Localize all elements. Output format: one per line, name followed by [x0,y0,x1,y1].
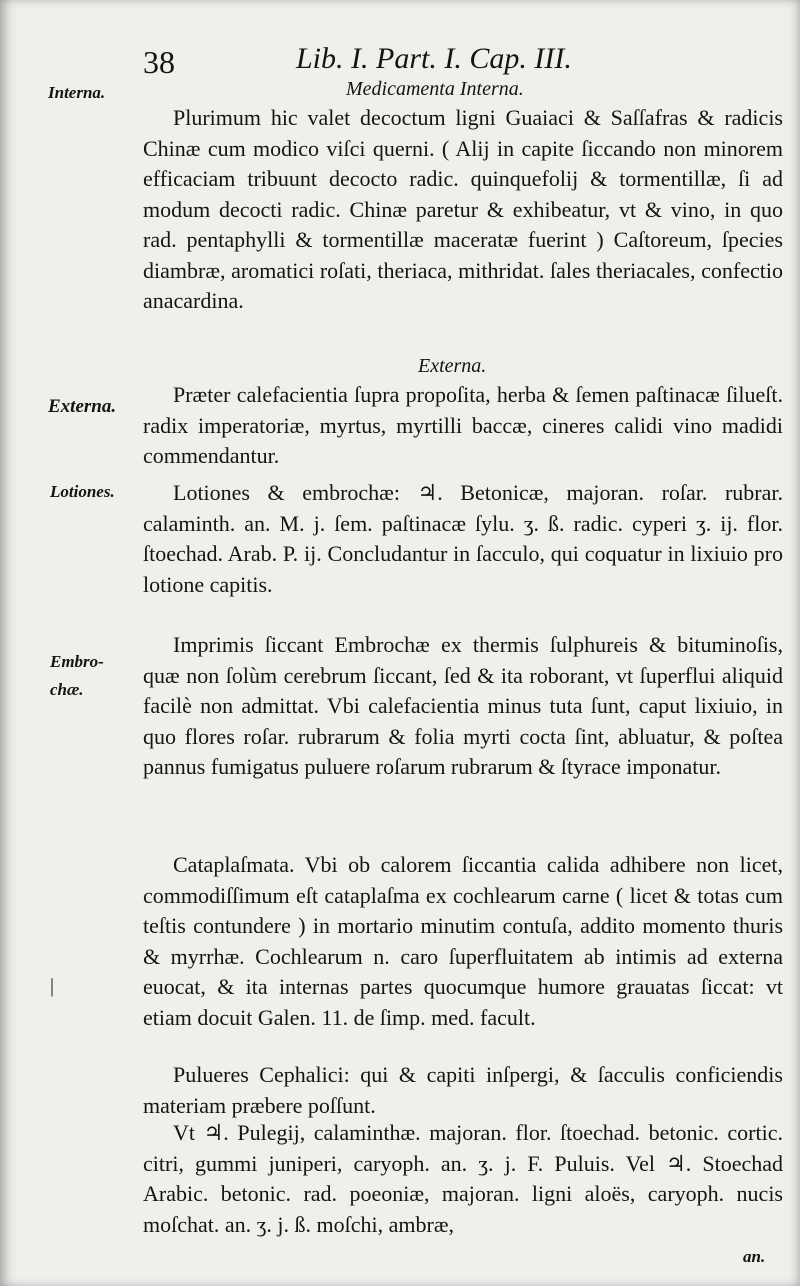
page-number: 38 [143,44,175,80]
paragraph-cataplasmata: Cataplaſmata. Vbi ob calorem ſiccantia calida adhibere non licet, commodiſſimum eſt cataplaſma ex cochlearum carne ( licet & totas cum teſtis contundere ) in mortario minutim contuſa, addito momento thuris & myrrhæ. Cochlearum n. caro ſuperfluitatem ab intimis ad externa euocat, & ita internas partes quocumque humore grauatas ſiccat: vt etiam docuit Galen. 11. de ſimp. med. facult. [143,852,783,1030]
catchword: an. [743,1247,766,1266]
running-title: Lib. I. Part. I. Cap. III. [296,42,572,75]
paragraph-recipes: Vt ♃. Pulegij, calaminthæ. majoran. flor. ſtoechad. betonic. cortic. citri, gummi juniperi, caryoph. an. ʒ. j. F. Puluis. Vel ♃. Stoechad Arabic. betonic. rad. poeoniæ, majoran. ligni aloës, caryoph. nucis moſchat. an. ʒ. j. ß. moſchi, ambræ, [143,1120,783,1237]
heading-externa: Externa. [418,355,487,377]
paragraph-interna: Plurimum hic valet decoctum ligni Guaiaci & Saſſafras & radicis Chinæ cum modico viſci querni. ( Alij in capite ſiccando non minorem efficaciam tribuunt decocto radic. quinquefolij & tormentillæ, ſi ad modum decocti radic. Chinæ paretur & exhibeatur, vt & vino, in quo rad. pentaphylli & tormentillæ maceratæ fuerint ) Caſtoreum, ſpecies diambræ, aromatici roſati, theriaca, mithridat. ſales theriacales, confectio anacardina. [143,105,783,313]
margin-note-embrochae: Embro- chæ. [50,652,104,699]
paragraph-lotiones: Lotiones & embrochæ: ♃. Betonicæ, majoran. roſar. rubrar. calaminth. an. M. j. ſem. paſtinacæ ſylu. ʒ. ß. radic. cyperi ʒ. ij. flor. ſtoechad. Arab. P. ij. Concludantur in ſacculo, qui coquatur in lixiuio pro lotione capitis. [143,480,783,597]
paragraph-externa: Præter calefacientia ſupra propoſita, herba & ſemen paſtinacæ ſilueſt. radix imperatoriæ, myrtus, myrtilli baccæ, cineres calidi vino madidi commendantur. [143,382,783,468]
margin-note-externa: Externa. [48,396,117,417]
margin-mark: | [50,975,55,997]
paragraph-embrochae: Imprimis ſiccant Embrochæ ex thermis ſulphureis & bituminoſis, quæ non ſolùm cerebrum ſiccant, ſed & ita roborant, vt ſuperflui aliquid facilè non admittat. Vbi calefacientia minus tuta ſunt, caput lixiuio, in quo flores roſar. rubrarum & folia myrti cocta ſint, abluatur, & poſtea pannus fumigatus puluere roſarum rubrarum & ſtyrace imponatur. [143,632,783,779]
heading-medicamenta-interna: Medicamenta Interna. [346,78,524,100]
paragraph-pulueres: Pulueres Cephalici: qui & capiti inſpergi, & ſacculis conficiendis materiam præbere poſſunt. [143,1062,783,1118]
margin-note-interna: Interna. [48,83,106,102]
margin-note-lotiones: Lotiones. [50,482,115,501]
